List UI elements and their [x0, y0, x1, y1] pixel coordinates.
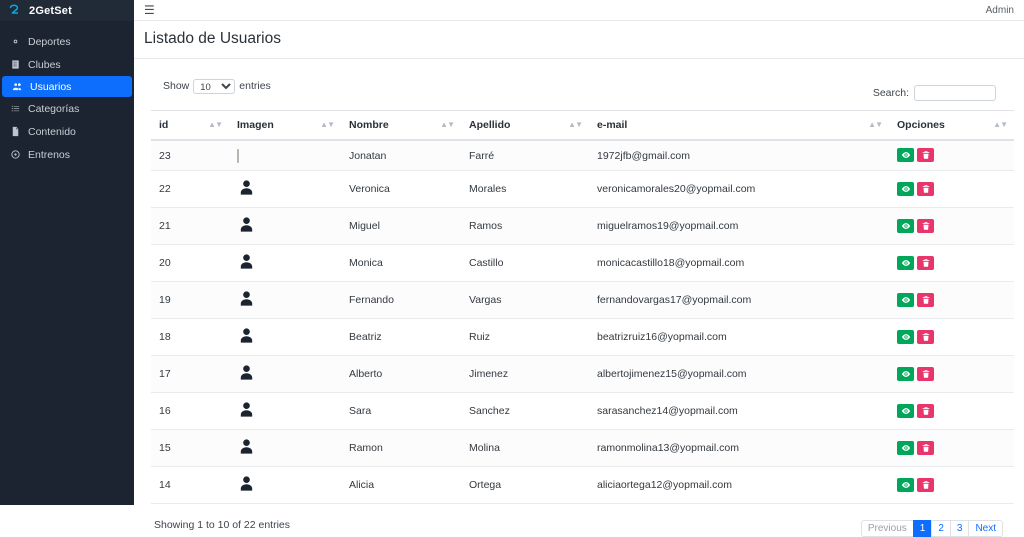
cell-id: 17: [151, 356, 229, 393]
sidebar-item-categorias[interactable]: [0, 97, 134, 120]
eye-icon[interactable]: [897, 148, 914, 162]
cell-opciones: [889, 282, 1014, 319]
pagination-page-2[interactable]: 2: [931, 520, 950, 537]
sort-icon: ▲▼: [868, 120, 882, 129]
user-avatar-placeholder-icon: [237, 400, 256, 419]
users-icon: [12, 81, 23, 92]
cell-email: ramonmolina13@yopmail.com: [589, 430, 889, 467]
cell-email: monicacastillo18@yopmail.com: [589, 245, 889, 282]
sidebar-nav: [0, 22, 134, 166]
eye-icon[interactable]: [897, 182, 914, 196]
circle-dot-icon: [10, 149, 21, 160]
cell-email: fernandovargas17@yopmail.com: [589, 282, 889, 319]
cell-imagen: [229, 430, 341, 467]
top-bar: [134, 0, 1024, 21]
sidebar-item-label: Categorías: [28, 102, 80, 115]
sort-icon: ▲▼: [993, 120, 1007, 129]
column-header-opciones[interactable]: [889, 111, 1014, 141]
column-header-id[interactable]: [151, 111, 229, 141]
page-header: [134, 21, 1024, 59]
user-avatar-placeholder-icon: [237, 178, 256, 197]
cell-apellido: Ruiz: [461, 319, 589, 356]
row-actions: [897, 256, 934, 270]
cell-opciones: [889, 319, 1014, 356]
cell-imagen: [229, 140, 341, 171]
column-header-nombre[interactable]: [341, 111, 461, 141]
cell-apellido: Ramos: [461, 208, 589, 245]
user-photo: [237, 149, 239, 163]
cell-apellido: Castillo: [461, 245, 589, 282]
cell-opciones: [889, 208, 1014, 245]
cell-nombre: Alberto: [341, 356, 461, 393]
column-label: Imagen: [237, 119, 274, 131]
trash-icon[interactable]: [917, 404, 934, 418]
cell-apellido: Jimenez: [461, 356, 589, 393]
column-header-email[interactable]: [589, 111, 889, 141]
cell-imagen: [229, 282, 341, 319]
table-row[interactable]: [151, 430, 1014, 467]
column-label: Apellido: [469, 119, 511, 131]
cell-id: 23: [151, 140, 229, 171]
cell-nombre: Sara: [341, 393, 461, 430]
eye-icon[interactable]: [897, 256, 914, 270]
eye-icon[interactable]: [897, 293, 914, 307]
row-actions: [897, 219, 934, 233]
pagination-next[interactable]: Next: [968, 520, 1003, 537]
row-actions: [897, 441, 934, 455]
entries-length-control: [160, 79, 271, 94]
cell-imagen: [229, 208, 341, 245]
trash-icon[interactable]: [917, 441, 934, 455]
entries-length-select[interactable]: [193, 79, 235, 94]
row-actions: [897, 330, 934, 344]
cell-imagen: [229, 171, 341, 208]
list-icon: [10, 103, 21, 114]
cell-id: 16: [151, 393, 229, 430]
topbar-user-menu[interactable]: Admin: [985, 4, 1014, 16]
user-avatar-placeholder-icon: [237, 437, 256, 456]
cell-email: aliciaortega12@yopmail.com: [589, 467, 889, 504]
cell-apellido: Ortega: [461, 467, 589, 504]
sort-icon: ▲▼: [208, 120, 222, 129]
sidebar-item-usuarios[interactable]: [2, 76, 132, 97]
row-actions: [897, 367, 934, 381]
trash-icon[interactable]: [917, 330, 934, 344]
users-table-card: [148, 59, 1010, 537]
cell-opciones: [889, 171, 1014, 208]
cell-email: veronicamorales20@yopmail.com: [589, 171, 889, 208]
cell-id: 14: [151, 467, 229, 504]
cell-opciones: [889, 356, 1014, 393]
sort-icon: ▲▼: [320, 120, 334, 129]
row-actions: [897, 293, 934, 307]
cell-imagen: [229, 467, 341, 504]
user-avatar-placeholder-icon: [237, 252, 256, 271]
user-avatar-placeholder-icon: [237, 363, 256, 382]
sidebar-item-label: Usuarios: [30, 80, 72, 93]
eye-icon[interactable]: [897, 330, 914, 344]
cell-id: 18: [151, 319, 229, 356]
cell-imagen: [229, 245, 341, 282]
cell-opciones: [889, 467, 1014, 504]
sidebar: [0, 0, 134, 505]
pagination-page-1[interactable]: 1: [913, 520, 932, 537]
table-header-row: [151, 111, 1014, 141]
table-head: [151, 111, 1014, 141]
cell-nombre: Alicia: [341, 467, 461, 504]
cell-imagen: [229, 393, 341, 430]
sidebar-item-label: Deportes: [28, 35, 71, 48]
trash-icon[interactable]: [917, 148, 934, 162]
cell-email: albertojimenez15@yopmail.com: [589, 356, 889, 393]
sidebar-item-clubes[interactable]: [0, 53, 134, 76]
pagination-page-3[interactable]: 3: [950, 520, 969, 537]
trash-icon[interactable]: [917, 293, 934, 307]
eye-icon[interactable]: [897, 404, 914, 418]
users-table: [151, 110, 1014, 504]
column-header-apellido[interactable]: [461, 111, 589, 141]
cell-opciones: [889, 393, 1014, 430]
table-row[interactable]: [151, 140, 1014, 171]
search-control: [873, 85, 996, 101]
column-label: e-mail: [597, 119, 628, 131]
sort-icon: ▲▼: [440, 120, 454, 129]
cell-opciones: [889, 430, 1014, 467]
sidebar-item-label: Clubes: [28, 58, 61, 71]
table-row[interactable]: [151, 245, 1014, 282]
brand-logo-icon: [8, 3, 23, 18]
search-input[interactable]: [914, 85, 996, 101]
cell-email: miguelramos19@yopmail.com: [589, 208, 889, 245]
table-controls: [148, 71, 1010, 101]
cell-apellido: Vargas: [461, 282, 589, 319]
user-avatar-placeholder-icon: [237, 289, 256, 308]
cell-opciones: [889, 140, 1014, 171]
trash-icon[interactable]: [917, 182, 934, 196]
cell-apellido: Molina: [461, 430, 589, 467]
pagination-previous[interactable]: Previous: [861, 520, 913, 537]
table-row[interactable]: [151, 356, 1014, 393]
brand[interactable]: [0, 0, 134, 22]
eye-icon[interactable]: [897, 441, 914, 455]
cell-apellido: Morales: [461, 171, 589, 208]
main-area: [134, 0, 1024, 534]
row-actions: [897, 148, 934, 162]
table-row[interactable]: [151, 282, 1014, 319]
user-avatar-placeholder-icon: [237, 215, 256, 234]
table-row[interactable]: [151, 319, 1014, 356]
table-row[interactable]: [151, 467, 1014, 504]
table-body: [151, 140, 1014, 504]
cell-nombre: Jonatan: [341, 140, 461, 171]
cell-id: 22: [151, 171, 229, 208]
trash-icon[interactable]: [917, 219, 934, 233]
sidebar-item-label: Contenido: [28, 125, 76, 138]
cell-opciones: [889, 245, 1014, 282]
entries-info: Showing 1 to 10 of 22 entries: [154, 519, 291, 531]
cell-imagen: [229, 356, 341, 393]
settings-gear-icon: [10, 36, 21, 47]
entries-label: entries: [239, 80, 271, 92]
trash-icon[interactable]: [917, 478, 934, 492]
eye-icon[interactable]: [897, 367, 914, 381]
sort-icon: ▲▼: [568, 120, 582, 129]
row-actions: [897, 404, 934, 418]
row-actions: [897, 182, 934, 196]
sidebar-item-deportes[interactable]: [0, 30, 134, 53]
eye-icon[interactable]: [897, 219, 914, 233]
column-label: Nombre: [349, 119, 389, 131]
row-actions: [897, 478, 934, 492]
cell-id: 21: [151, 208, 229, 245]
cell-apellido: Sanchez: [461, 393, 589, 430]
search-label: Search:: [872, 87, 909, 99]
sidebar-item-label: Entrenos: [28, 148, 71, 161]
cell-nombre: Monica: [341, 245, 461, 282]
cell-email: 1972jfb@gmail.com: [589, 140, 889, 171]
eye-icon[interactable]: [897, 478, 914, 492]
cell-nombre: Veronica: [341, 171, 461, 208]
cell-imagen: [229, 319, 341, 356]
show-label: Show: [163, 80, 190, 92]
content-area: [134, 59, 1024, 537]
sidebar-item-contenido[interactable]: [0, 120, 134, 143]
pagination: [861, 520, 1003, 537]
sidebar-item-entrenos[interactable]: [0, 143, 134, 166]
cell-id: 20: [151, 245, 229, 282]
column-header-imagen[interactable]: [229, 111, 341, 141]
cell-id: 19: [151, 282, 229, 319]
trash-icon[interactable]: [917, 256, 934, 270]
cell-nombre: Fernando: [341, 282, 461, 319]
page-title: Listado de Usuarios: [144, 30, 281, 47]
brand-text: 2GetSet: [29, 4, 72, 17]
cell-email: sarasanchez14@yopmail.com: [589, 393, 889, 430]
building-icon: [10, 59, 21, 70]
cell-nombre: Beatriz: [341, 319, 461, 356]
column-label: Opciones: [897, 119, 945, 131]
cell-nombre: Ramon: [341, 430, 461, 467]
user-avatar-placeholder-icon: [237, 474, 256, 493]
trash-icon[interactable]: [917, 367, 934, 381]
column-label: id: [159, 119, 169, 131]
cell-apellido: Farré: [461, 140, 589, 171]
table-row[interactable]: [151, 208, 1014, 245]
table-row[interactable]: [151, 171, 1014, 208]
file-icon: [10, 126, 21, 137]
table-footer: [148, 504, 1010, 537]
table-row[interactable]: [151, 393, 1014, 430]
cell-nombre: Miguel: [341, 208, 461, 245]
cell-email: beatrizruiz16@yopmail.com: [589, 319, 889, 356]
user-avatar-placeholder-icon: [237, 326, 256, 345]
hamburger-icon[interactable]: ☰: [144, 3, 155, 17]
cell-id: 15: [151, 430, 229, 467]
